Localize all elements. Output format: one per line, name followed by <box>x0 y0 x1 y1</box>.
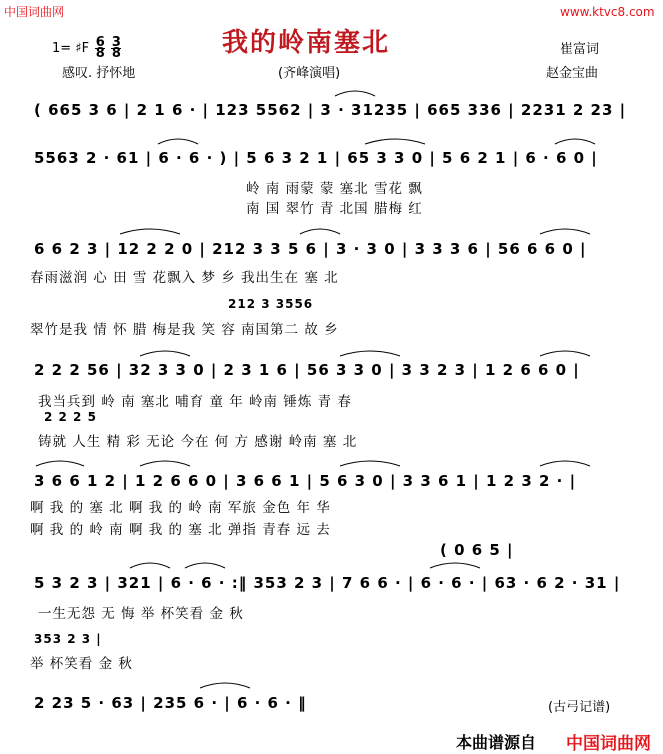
footer-source-label: 本曲谱源自 <box>456 733 537 752</box>
score-row-5-lyrics-verse1: 啊 我 的 塞 北 啊 我 的 岭 南 军旅 金色 年 华 <box>30 500 331 516</box>
score-row-6-lyrics-verse2: 举 杯笑看 金 秋 <box>30 656 133 672</box>
score-row-6-variant-notes: 353 2 3 | <box>34 632 102 646</box>
score-row-2-lyrics-verse1: 岭 南 雨蒙 蒙 塞北 雪花 飘 <box>246 181 423 197</box>
score-row-2-notes: 5563 2 · 61 | 6 · 6 · ) | 5 6 3 2 1 | 65 3 3 0 | 5 6 2 1 | 6 · 6 0 | <box>34 149 598 167</box>
score-row-5-pickup-notes: ( 0 6 5 | <box>440 541 514 559</box>
footer-source-site[interactable]: 中国词曲网 <box>566 734 651 754</box>
lyricist-credit: 崔富词 <box>560 42 600 57</box>
score-row-6-lyrics-verse1: 一生无怨 无 悔 举 杯笑看 金 秋 <box>38 606 244 622</box>
score-row-3-lyrics-verse2: 翠竹是我 情 怀 腊 梅是我 笑 容 南国第二 故 乡 <box>30 322 339 338</box>
transcriber-note: (古弓记谱) <box>548 700 611 715</box>
time-signature-2: $\frac{3}{8}$ <box>111 35 121 61</box>
score-row-4-notes: 2 2 2 56 | 32 3 3 0 | 2 3 1 6 | 56 3 3 0 | 3 3 2 3 | 1 2 6 6 0 | <box>34 361 580 379</box>
score-row-3-notes: 6 6 2 3 | 12 2 2 0 | 212 3 3 5 6 | 3 · 3 0 | 3 3 3 6 | 56 6 6 0 | <box>34 240 587 258</box>
score-row-4-variant-notes: 2 2 2 5 <box>44 410 97 424</box>
composer-credit: 赵金宝曲 <box>546 66 599 81</box>
tempo-marking: 感叹. 抒怀地 <box>62 66 136 81</box>
time-signature-1: $\frac{6}{8}$ <box>95 35 105 61</box>
score-row-4-lyrics-verse1: 我当兵到 岭 南 塞北 哺育 童 年 岭南 锤炼 青 春 <box>38 394 352 410</box>
key-signature <box>52 35 121 61</box>
score-row-5-notes: 3 6 6 1 2 | 1 2 6 6 0 | 3 6 6 1 | 5 6 3 0 | 3 3 6 1 | 1 2 3 2 · | <box>34 472 577 490</box>
score-row-3-variant-notes: 212 3 3556 <box>228 297 314 311</box>
score-row-2-lyrics-verse2: 南 国 翠竹 青 北国 腊梅 红 <box>246 201 423 217</box>
key-label: 1= ♯F <box>52 41 90 56</box>
score-row-7-notes: 2 23 5 · 63 | 235 6 · | 6 · 6 · ‖ <box>34 694 307 712</box>
score-row-6-notes: 5 3 2 3 | 321 | 6 · 6 · :‖ 353 2 3 | 7 6 6 · | 6 · 6 · | 63 · 6 2 · 31 | <box>34 574 621 592</box>
score-row-1-notes: ( 665 3 6 | 2 1 6 · | 123 5562 | 3 · 31235 | 665 336 | 2231 2 23 | <box>34 101 627 119</box>
score-row-4-lyrics-verse2: 铸就 人生 精 彩 无论 今在 何 方 感谢 岭南 塞 北 <box>38 434 358 450</box>
song-title: 我的岭南塞北 <box>222 28 391 58</box>
site-url-right[interactable]: www.ktvc8.com <box>560 5 655 19</box>
score-row-3-lyrics-verse1: 春雨滋润 心 田 雪 花飘入 梦 乡 我出生在 塞 北 <box>30 270 339 286</box>
site-name-left[interactable]: 中国词曲网 <box>4 5 65 19</box>
singer-credit: (齐峰演唱) <box>278 66 341 81</box>
score-row-5-lyrics-verse2: 啊 我 的 岭 南 啊 我 的 塞 北 弹指 青春 远 去 <box>30 522 331 538</box>
